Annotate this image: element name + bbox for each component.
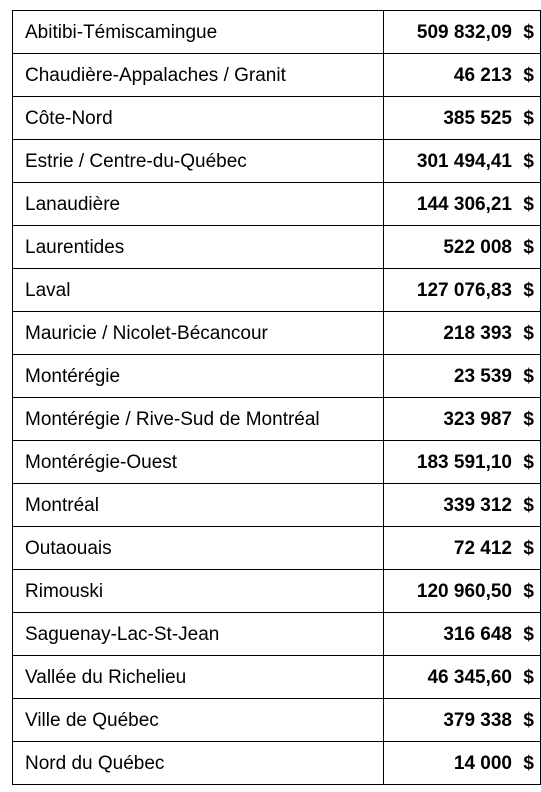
amount-value: 72 412 [453,537,512,559]
region-name-cell: Montérégie / Rive-Sud de Montréal [13,398,384,441]
amount-cell [384,11,541,54]
table-row [13,699,541,742]
table-row [13,656,541,699]
table-row [13,269,541,312]
currency-symbol: $ [523,236,534,258]
region-name-cell: Rimouski [13,570,384,613]
amount-value: 218 393 [443,322,512,344]
amount-value: 379 338 [443,709,512,731]
amount-value: 127 076,83 [416,279,512,301]
region-name-cell: Mauricie / Nicolet-Bécancour [13,312,384,355]
region-name-cell: Outaouais [13,527,384,570]
amount-value: 323 987 [443,408,512,430]
region-name-cell: Chaudière-Appalaches / Granit [13,54,384,97]
table-row [13,484,541,527]
region-name-cell: Laval [13,269,384,312]
amount-cell [384,398,541,441]
table-row [13,97,541,140]
amount-value: 46 345,60 [427,666,512,688]
amount-value: 509 832,09 [416,21,512,43]
currency-symbol: $ [523,666,534,688]
table-row [13,312,541,355]
amount-value: 120 960,50 [416,580,512,602]
amount-cell [384,54,541,97]
amount-value: 385 525 [443,107,512,129]
amount-cell [384,312,541,355]
currency-symbol: $ [523,752,534,774]
amount-cell [384,355,541,398]
amount-value: 144 306,21 [416,193,512,215]
table-row [13,140,541,183]
currency-symbol: $ [523,64,534,86]
amount-value: 522 008 [443,236,512,258]
region-name-cell: Abitibi-Témiscamingue [13,11,384,54]
amount-cell [384,269,541,312]
amount-value: 183 591,10 [416,451,512,473]
currency-symbol: $ [523,150,534,172]
amount-cell [384,97,541,140]
currency-symbol: $ [523,537,534,559]
region-name-cell: Montérégie-Ouest [13,441,384,484]
amount-cell [384,570,541,613]
region-name-cell: Estrie / Centre-du-Québec [13,140,384,183]
region-name-cell: Saguenay-Lac-St-Jean [13,613,384,656]
amount-cell [384,226,541,269]
region-name-cell: Vallée du Richelieu [13,656,384,699]
table-body [13,11,541,785]
amount-value: 14 000 [453,752,512,774]
amount-cell [384,742,541,785]
amount-value: 23 539 [453,365,512,387]
currency-symbol: $ [523,193,534,215]
region-name-cell: Ville de Québec [13,699,384,742]
currency-symbol: $ [523,494,534,516]
region-name-cell: Montréal [13,484,384,527]
amount-cell [384,183,541,226]
region-name-cell: Nord du Québec [13,742,384,785]
region-name-cell: Lanaudière [13,183,384,226]
currency-symbol: $ [523,709,534,731]
currency-symbol: $ [523,580,534,602]
table-row [13,11,541,54]
amount-cell [384,656,541,699]
amount-cell [384,484,541,527]
table-row [13,183,541,226]
currency-symbol: $ [523,365,534,387]
table-row [13,441,541,484]
regions-amount-table [12,10,541,785]
amount-cell [384,140,541,183]
currency-symbol: $ [523,408,534,430]
currency-symbol: $ [523,451,534,473]
region-name-cell: Laurentides [13,226,384,269]
table-row [13,54,541,97]
table-row [13,527,541,570]
table-row [13,398,541,441]
amount-value: 339 312 [443,494,512,516]
table-row [13,570,541,613]
table-row [13,742,541,785]
amount-value: 301 494,41 [416,150,512,172]
currency-symbol: $ [523,322,534,344]
amount-value: 46 213 [453,64,512,86]
table-row [13,226,541,269]
amount-cell [384,527,541,570]
amount-value: 316 648 [443,623,512,645]
currency-symbol: $ [523,623,534,645]
amount-cell [384,441,541,484]
region-name-cell: Côte-Nord [13,97,384,140]
amount-cell [384,699,541,742]
table-row [13,355,541,398]
currency-symbol: $ [523,21,534,43]
region-name-cell: Montérégie [13,355,384,398]
currency-symbol: $ [523,279,534,301]
currency-symbol: $ [523,107,534,129]
table-row [13,613,541,656]
amount-cell [384,613,541,656]
